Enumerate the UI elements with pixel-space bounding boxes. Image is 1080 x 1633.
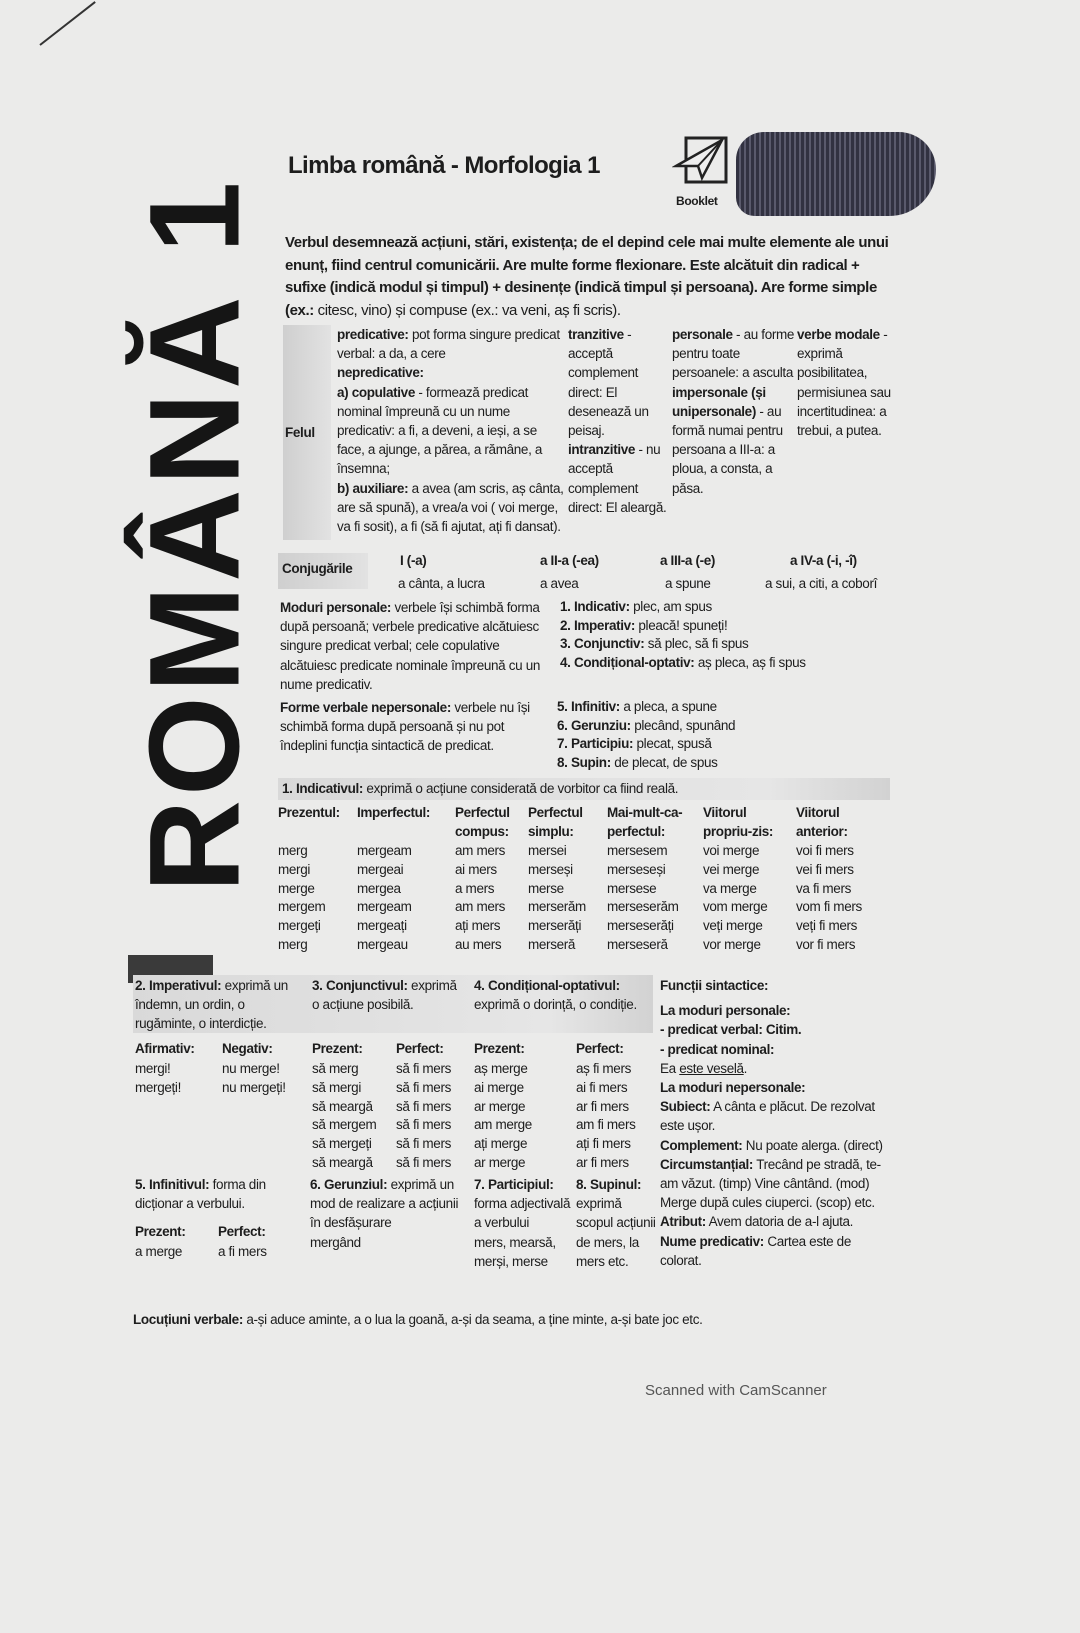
indicativ-header: Viitorul propriu-zis: bbox=[703, 805, 774, 839]
mod-personal-bold: 2. Imperativ: bbox=[560, 617, 635, 633]
functii-title: Funcții sintactice: bbox=[660, 978, 769, 993]
imperativ-column bbox=[135, 1040, 220, 1098]
mod-personal-bold: 1. Indicativ: bbox=[560, 599, 630, 614]
conditional-cell: ar merge bbox=[474, 1154, 526, 1170]
functii-personale: La moduri personale: bbox=[660, 1003, 791, 1019]
indicativ-cell: ați mers bbox=[455, 918, 501, 934]
forme-nepersonale bbox=[280, 698, 550, 756]
indicativ-column bbox=[455, 804, 526, 955]
functie-item bbox=[660, 1136, 892, 1155]
functie-item-text: A cânta e plăcut. De rezolvat este ușor. bbox=[660, 1099, 875, 1134]
pv-example: Citim. bbox=[762, 1022, 802, 1038]
imperativ-title: 2. Imperativul: bbox=[135, 978, 222, 993]
indicativ-cell: mersei bbox=[528, 843, 567, 858]
forme-nepersonale-list bbox=[557, 698, 735, 773]
participiu-text: forma adjectivală a verbului bbox=[474, 1196, 571, 1231]
indicativ-cell: merg bbox=[278, 843, 308, 858]
felul-item-text: - acceptă complement direct: El desenează un peisaj. bbox=[568, 327, 649, 439]
intro-bold: Verbul desemnează acțiuni, stări, existența; de el depind cele mai multe elemente ale unui enunț, fiind centrul comunicării. Are multe forme flexionare. Este alcătuit din radical + sufixe (indică modul și timpul) + desinențe (indică timpul și persoana). Are forme simple (ex.: bbox=[285, 234, 889, 319]
functie-item bbox=[660, 1097, 892, 1135]
felul-item-bold: personale bbox=[672, 327, 733, 342]
conjunctiv-header: Prezent: bbox=[312, 1041, 363, 1056]
conditional-text: exprimă o dorință, o condiție. bbox=[474, 997, 637, 1013]
indicativ-cell: merse bbox=[528, 880, 564, 896]
gerunziu-example: mergând bbox=[310, 1234, 361, 1250]
forma-nepersonala-bold: 6. Gerunziu: bbox=[557, 717, 631, 733]
indicativ-column bbox=[796, 804, 891, 955]
felul-item bbox=[672, 325, 797, 383]
booklet-label: Booklet bbox=[676, 194, 718, 208]
indicativ-header bbox=[278, 778, 890, 800]
forme-nepersonale-text: verbele nu își schimbă forma după persoană și nu pot îndeplini funcția sintactică de predicat. bbox=[280, 700, 530, 754]
felul-item-text: - au formă numai pentru persoana a III-a: a ploua, a consta, a păsa. bbox=[672, 403, 783, 496]
indicativ-cell: merseserăm bbox=[607, 899, 679, 915]
conjugare-example: a sui, a citi, a coborî bbox=[765, 576, 878, 591]
functie-item-text: Trecând pe stradă, te-am văzut. (timp) Vine cântând. (mod) Merge după cules ciuperci. (scop) etc. bbox=[660, 1156, 881, 1211]
conjugare-heading: a IV-a (-i, -î) bbox=[790, 553, 857, 568]
mod-personal bbox=[560, 598, 806, 617]
conditional-header bbox=[474, 976, 646, 1014]
conditional-cell: ar fi mers bbox=[576, 1154, 629, 1170]
functie-item-bold: Atribut: bbox=[660, 1214, 706, 1230]
indicativ-header: Prezentul: bbox=[278, 805, 340, 820]
indicativ-cell: mergi bbox=[278, 861, 311, 877]
mod-personal-text: pleacă! spuneți! bbox=[634, 617, 728, 633]
moduri-personale-list bbox=[560, 598, 806, 673]
forma-nepersonala-text: plecând, spunând bbox=[630, 717, 736, 733]
mod-personal-bold: 4. Condițional-optativ: bbox=[560, 655, 695, 671]
infinitiv-text: forma din dicționar a verbului. bbox=[135, 1177, 266, 1212]
felul-item-bold: predicative: bbox=[337, 327, 409, 342]
functie-item-bold: Subiect: bbox=[660, 1099, 711, 1115]
infinitiv-header: Perfect: bbox=[218, 1224, 266, 1239]
conditional-cell: ai merge bbox=[474, 1079, 524, 1095]
functie-item-bold: Complement: bbox=[660, 1137, 743, 1153]
infinitiv-cell: a fi mers bbox=[218, 1244, 267, 1259]
indicativ-cell: au mers bbox=[455, 936, 502, 952]
felul-item-bold: tranzitive bbox=[568, 327, 624, 342]
gerunziu-text: exprimă un mod de realizare a acțiunii în desfășurare bbox=[310, 1177, 459, 1231]
conditional-cell: am fi mers bbox=[576, 1117, 636, 1133]
indicativ-header: Viitorul anterior: bbox=[796, 805, 848, 839]
indicativ-cell: mergeai bbox=[357, 861, 404, 877]
indicativ-column bbox=[357, 804, 453, 955]
paper-plane-icon bbox=[672, 132, 732, 188]
gerunziu bbox=[310, 1175, 470, 1252]
mod-personal-text: să plec, să fi spus bbox=[644, 636, 749, 652]
imperativ-column bbox=[222, 1040, 317, 1098]
pn-ex-a: Ea bbox=[660, 1060, 680, 1076]
functie-item-text: Avem datoria de a-l ajuta. bbox=[705, 1214, 854, 1230]
locutiuni-text: a-și aduce aminte, a o lua la goană, a-și da seama, a ține minte, a-și bate joc etc. bbox=[242, 1312, 703, 1327]
pen-mark bbox=[39, 1, 95, 46]
conjugare-example: a cânta, a lucra bbox=[398, 576, 485, 591]
felul-item bbox=[797, 325, 899, 440]
forme-nepersonale-title: Forme verbale nepersonale: bbox=[280, 700, 451, 715]
functii-sintactice bbox=[660, 976, 892, 1270]
indicativ-cell: merseși bbox=[528, 861, 573, 877]
conjugare-heading: a II-a (-ea) bbox=[540, 553, 599, 568]
imperativ-header: Afirmativ: bbox=[135, 1041, 195, 1056]
felul-item bbox=[337, 479, 565, 537]
indicativ-cell: mergeau bbox=[357, 936, 408, 952]
felul-col-1 bbox=[337, 325, 565, 536]
indicativ-cell: mergeți bbox=[278, 918, 321, 934]
indicativ-cell: am mers bbox=[455, 899, 506, 915]
conditional-cell: ai fi mers bbox=[576, 1079, 628, 1095]
felul-item-text: a avea (am scris, aș cânta, are să spună), a vrea/a voi ( voi merge, va fi sosit), a fi (să fi ajutat, ați fi dansat). bbox=[337, 480, 564, 535]
indicativ-header: Imperfectul: bbox=[357, 805, 431, 820]
indicativ-cell: veți fi mers bbox=[796, 918, 858, 934]
felul-item bbox=[568, 325, 670, 440]
vertical-title: ROMÂNĂ 1 bbox=[123, 177, 267, 893]
imperativ-cell: mergeți! bbox=[135, 1079, 181, 1095]
conditional-cell: ar merge bbox=[474, 1098, 526, 1114]
conjunctiv-cell: să mergem bbox=[312, 1117, 377, 1133]
infinitiv-header bbox=[135, 1175, 307, 1213]
indicativ-cell: merserăm bbox=[528, 899, 586, 915]
indicativ-column bbox=[528, 804, 605, 955]
indicativ-cell: mergeam bbox=[357, 899, 412, 915]
conjunctiv-header bbox=[312, 976, 462, 1014]
conjugare-heading: I (-a) bbox=[400, 553, 427, 568]
conjunctiv-text: exprimă o acțiune posibilă. bbox=[312, 978, 457, 1013]
indicativ-cell: vor merge bbox=[703, 936, 761, 952]
pn-label: - predicat nominal: bbox=[660, 1041, 775, 1057]
forma-nepersonala bbox=[557, 698, 735, 717]
indicativ-title: 1. Indicativul: bbox=[282, 781, 364, 796]
indicativ-cell: mergea bbox=[357, 880, 401, 896]
functii-items bbox=[660, 1097, 892, 1270]
watermark: Scanned with CamScanner bbox=[645, 1382, 827, 1399]
indicativ-header: Perfectul simplu: bbox=[528, 805, 583, 839]
indicativ-cell: a mers bbox=[455, 880, 495, 896]
participiu bbox=[474, 1175, 574, 1271]
forma-nepersonala-bold: 5. Infinitiv: bbox=[557, 699, 620, 714]
pn-ex-c: . bbox=[743, 1060, 748, 1076]
felul-item-bold: impersonale (și unipersonale) bbox=[672, 384, 766, 419]
conjunctiv-cell: să mergi bbox=[312, 1079, 361, 1095]
supin-example: de mers, la mers etc. bbox=[576, 1234, 639, 1269]
felul-col-3 bbox=[672, 325, 797, 498]
conditional-header: Prezent: bbox=[474, 1041, 525, 1056]
felul-item-bold: intranzitive bbox=[568, 442, 636, 458]
conjunctiv-cell: să merg bbox=[312, 1061, 359, 1076]
infinitiv-column bbox=[135, 1223, 216, 1262]
conjugari-label: Conjugările bbox=[278, 553, 368, 589]
conditional-cell: aș fi mers bbox=[576, 1061, 632, 1076]
forma-nepersonala-text: plecat, spusă bbox=[633, 736, 712, 752]
indicativ-cell: merge bbox=[278, 880, 315, 896]
mod-personal bbox=[560, 617, 806, 636]
functii-nepersonale: La moduri nepersonale: bbox=[660, 1080, 806, 1096]
felul-item-text: pot forma singure predicat verbal: a da, a cere bbox=[337, 327, 560, 362]
page-title: Limba română - Morfologia 1 bbox=[288, 152, 600, 179]
imperativ-cell: nu mergeți! bbox=[222, 1079, 286, 1095]
indicativ-cell: merseră bbox=[528, 936, 576, 952]
felul-item-text: - nu acceptă complement direct: El aleargă. bbox=[568, 442, 667, 515]
conditional-cell: ați fi mers bbox=[576, 1136, 631, 1152]
indicativ-cell: mergeam bbox=[357, 843, 412, 858]
felul-item bbox=[568, 440, 670, 517]
locutiuni-title: Locuțiuni verbale: bbox=[133, 1312, 243, 1327]
conjunctiv-title: 3. Conjunctivul: bbox=[312, 978, 408, 993]
indicativ-cell: vom fi mers bbox=[796, 899, 862, 915]
felul-item-bold: nepredicative: bbox=[337, 365, 424, 381]
conjunctiv-cell: să meargă bbox=[312, 1154, 373, 1170]
supin-text: exprimă scopul acțiunii bbox=[576, 1196, 656, 1231]
indicativ-cell: merg bbox=[278, 936, 308, 952]
conjugare-example: a avea bbox=[540, 576, 579, 591]
functie-item bbox=[660, 1212, 892, 1231]
indicativ-text: exprimă o acțiune considerată de vorbitor ca fiind reală. bbox=[363, 781, 679, 796]
forma-nepersonala bbox=[557, 735, 735, 754]
infinitiv-title: 5. Infinitivul: bbox=[135, 1177, 210, 1192]
indicativ-cell: am mers bbox=[455, 843, 506, 858]
forma-nepersonala bbox=[557, 754, 735, 773]
intro-paragraph bbox=[285, 232, 895, 322]
moduri-personale bbox=[280, 598, 555, 694]
pv-label: - predicat verbal: bbox=[660, 1022, 763, 1038]
conjugare-heading: a III-a (-e) bbox=[660, 553, 716, 568]
conditional-column bbox=[474, 1040, 574, 1173]
indicativ-cell: ai mers bbox=[455, 861, 497, 877]
supin bbox=[576, 1175, 656, 1271]
moduri-personale-title: Moduri personale: bbox=[280, 600, 392, 615]
indicativ-cell: mersese bbox=[607, 880, 657, 896]
conditional-header: Perfect: bbox=[576, 1041, 624, 1056]
conjunctiv-cell: să fi mers bbox=[396, 1154, 452, 1170]
indicativ-cell: voi fi mers bbox=[796, 843, 854, 858]
imperativ-text: exprimă un îndemn, un ordin, o rugăminte, o interdicție. bbox=[135, 978, 288, 1032]
felul-label: Felul bbox=[283, 325, 331, 540]
indicativ-cell: merseseră bbox=[607, 936, 668, 952]
functie-item-text: Cartea este de colorat. bbox=[660, 1233, 851, 1268]
forma-nepersonala bbox=[557, 717, 735, 736]
functie-item-bold: Circumstanțial: bbox=[660, 1156, 754, 1172]
functie-item-text: Nu poate alerga. (direct) bbox=[742, 1137, 883, 1153]
conditional-column bbox=[576, 1040, 671, 1173]
redacted-barcode bbox=[736, 132, 936, 216]
infinitiv-cell: a merge bbox=[135, 1244, 183, 1259]
conditional-cell: am merge bbox=[474, 1117, 532, 1133]
conditional-cell: ar fi mers bbox=[576, 1098, 629, 1114]
mod-personal bbox=[560, 654, 806, 673]
indicativ-cell: vor fi mers bbox=[796, 936, 856, 952]
indicativ-cell: merseserăți bbox=[607, 918, 674, 934]
intro-rest: citesc, vino) și compuse (ex.: va veni, aș fi scris). bbox=[313, 301, 621, 319]
forma-nepersonala-bold: 8. Supin: bbox=[557, 755, 611, 771]
indicativ-cell: merserăți bbox=[528, 918, 582, 934]
infinitiv-header: Prezent: bbox=[135, 1224, 186, 1239]
imperativ-cell: mergi! bbox=[135, 1061, 171, 1076]
conjugare-example: a spune bbox=[665, 576, 711, 591]
indicativ-cell: vom merge bbox=[703, 899, 768, 915]
conjunctiv-cell: să meargă bbox=[312, 1098, 373, 1114]
felul-item-bold: verbe modale bbox=[797, 327, 880, 342]
forma-nepersonala-text: a pleca, a spune bbox=[619, 699, 717, 714]
functie-item-bold: Nume predicativ: bbox=[660, 1233, 764, 1249]
indicativ-cell: va fi mers bbox=[796, 880, 852, 896]
felul-item bbox=[337, 325, 565, 363]
indicativ-cell: vei fi mers bbox=[796, 861, 854, 877]
indicativ-column bbox=[278, 804, 355, 955]
pn-ex-underlined: este veselă bbox=[679, 1060, 744, 1076]
indicativ-cell: merseseși bbox=[607, 861, 666, 877]
conditional-cell: ați merge bbox=[474, 1136, 528, 1152]
conjunctiv-column bbox=[312, 1040, 394, 1173]
felul-item-text: - au forme pentru toate persoanele: a asculta bbox=[672, 327, 795, 381]
indicativ-column bbox=[607, 804, 701, 955]
conditional-title: 4. Condițional-optativul: bbox=[474, 978, 620, 993]
indicativ-cell: voi merge bbox=[703, 843, 760, 858]
forma-nepersonala-bold: 7. Participiu: bbox=[557, 736, 634, 752]
imperativ-header: Negativ: bbox=[222, 1041, 273, 1056]
indicativ-cell: mergeați bbox=[357, 918, 407, 934]
imperativ-cell: nu merge! bbox=[222, 1061, 280, 1076]
indicativ-column bbox=[703, 804, 794, 955]
indicativ-cell: mersesem bbox=[607, 843, 668, 858]
functie-item bbox=[660, 1155, 892, 1213]
participiu-title: 7. Participiul: bbox=[474, 1177, 554, 1192]
infinitiv-column bbox=[218, 1223, 313, 1262]
felul-item-bold: a) copulative bbox=[337, 384, 415, 400]
felul-item bbox=[672, 383, 797, 498]
booklet-logo bbox=[672, 132, 738, 212]
felul-item-text: - exprimă posibilitatea, permisiunea sau incertitudinea: a trebui, a putea. bbox=[797, 327, 891, 439]
participiu-example: mers, mearsă, merși, merse bbox=[474, 1234, 556, 1269]
conjunctiv-cell: să fi mers bbox=[396, 1136, 452, 1152]
conjunctiv-cell: să fi mers bbox=[396, 1061, 452, 1076]
indicativ-header: Mai-mult-ca-perfectul: bbox=[607, 805, 683, 839]
indicativ-cell: va merge bbox=[703, 880, 757, 896]
conjunctiv-cell: să fi mers bbox=[396, 1098, 452, 1114]
locutiuni bbox=[133, 1312, 703, 1327]
indicativ-cell: mergem bbox=[278, 899, 326, 915]
felul-col-4 bbox=[797, 325, 899, 440]
indicativ-cell: veți merge bbox=[703, 918, 763, 934]
mod-personal-text: aș pleca, aș fi spus bbox=[694, 655, 806, 671]
forma-nepersonala-text: de plecat, de spus bbox=[610, 755, 718, 771]
conjunctiv-cell: să fi mers bbox=[396, 1079, 452, 1095]
felul-item-text: - formează predicat nominal împreună cu un nume predicativ: a fi, a deveni, a ieși, a se face, a ajunge, a părea, a rămâne, a însemna; bbox=[337, 384, 543, 477]
gerunziu-title: 6. Gerunziul: bbox=[310, 1177, 388, 1192]
conditional-cell: aș merge bbox=[474, 1061, 528, 1076]
imperativ-header bbox=[135, 976, 307, 1034]
functie-item bbox=[660, 1232, 892, 1270]
supin-title: 8. Supinul: bbox=[576, 1177, 642, 1192]
conjunctiv-cell: să fi mers bbox=[396, 1117, 452, 1133]
conjunctiv-cell: să mergeți bbox=[312, 1136, 372, 1152]
felul-col-2 bbox=[568, 325, 670, 517]
indicativ-cell: vei merge bbox=[703, 861, 760, 877]
mod-personal-text: plec, am spus bbox=[629, 599, 712, 614]
felul-item bbox=[337, 383, 565, 479]
mod-personal-bold: 3. Conjunctiv: bbox=[560, 636, 645, 652]
indicativ-header: Perfectul compus: bbox=[455, 805, 510, 839]
conjunctiv-header: Perfect: bbox=[396, 1041, 444, 1056]
moduri-personale-text: verbele își schimbă forma după persoană; verbele predicative alcătuiesc singure predicat verbal; cele copulative alcătuiesc predicate nominale împreună cu un nume predicativ. bbox=[280, 600, 541, 692]
felul-item-bold: b) auxiliare: bbox=[337, 480, 409, 496]
felul-item bbox=[337, 363, 565, 382]
mod-personal bbox=[560, 635, 806, 654]
